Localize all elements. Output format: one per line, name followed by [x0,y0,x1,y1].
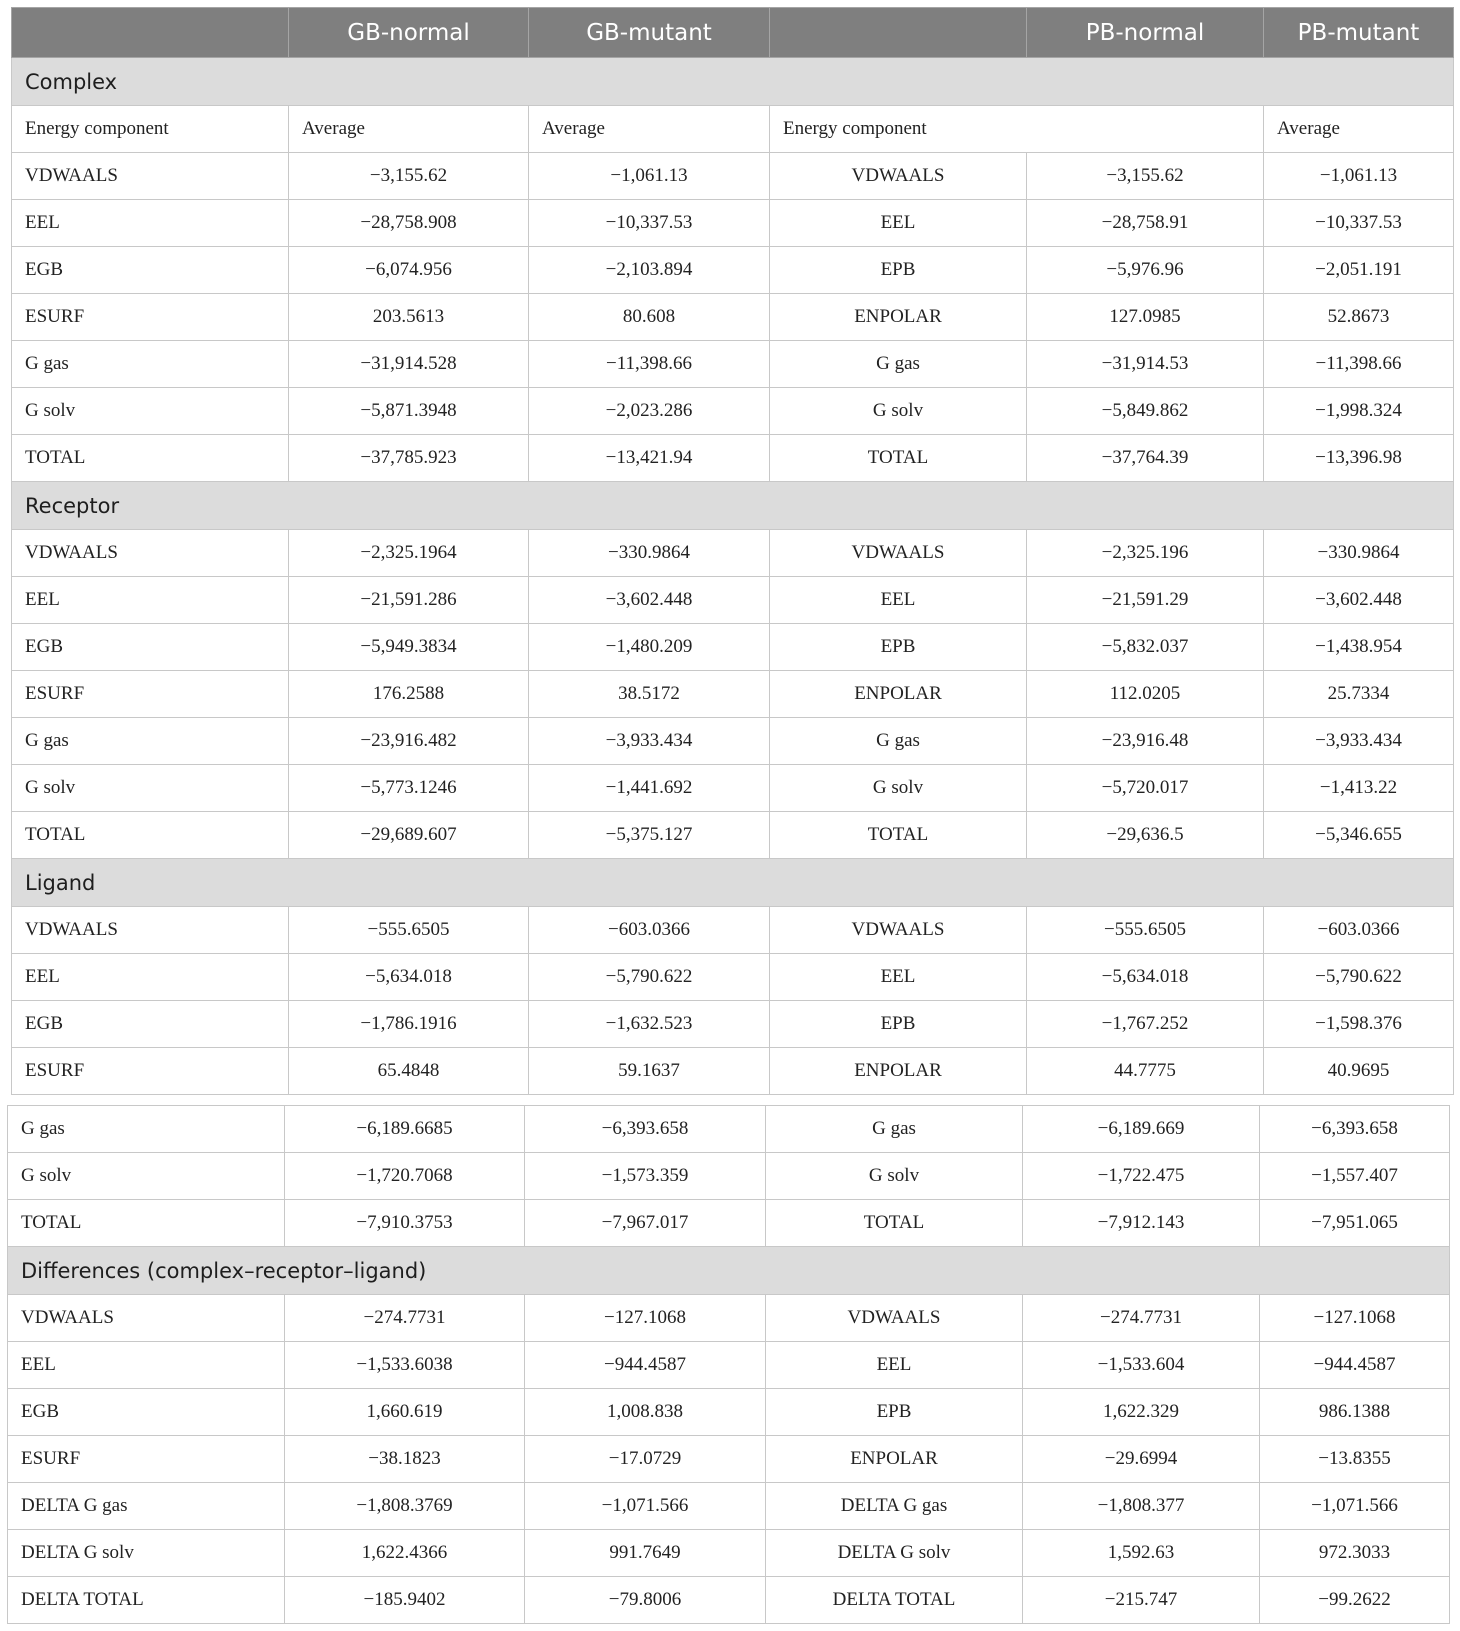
gb-normal-value: −5,773.1246 [289,765,529,812]
pb-energy-label: G gas [766,1106,1023,1153]
pb-energy-label: EEL [770,577,1027,624]
gb-mutant-value: −944.4587 [525,1342,766,1389]
gb-normal-value: 176.2588 [289,671,529,718]
gb-mutant-value: −127.1068 [525,1295,766,1342]
pb-mutant-value: −330.9864 [1264,530,1454,577]
section-title: Differences (complex–receptor–ligand) [8,1247,1450,1295]
pb-normal-value: −3,155.62 [1027,153,1264,200]
gb-mutant-value: −6,393.658 [525,1106,766,1153]
pb-normal-value: −31,914.53 [1027,341,1264,388]
gb-normal-value: −274.7731 [285,1295,525,1342]
pb-mutant-value: −13,396.98 [1264,435,1454,482]
subheader-average: Average [289,106,529,153]
pb-normal-value: −29,636.5 [1027,812,1264,859]
pb-energy-label: EPB [770,247,1027,294]
pb-normal-value: −21,591.29 [1027,577,1264,624]
header-pb-normal: PB-normal [1027,8,1264,58]
subheader-row [12,106,1454,153]
table-row [8,1483,1450,1530]
pb-mutant-value: −3,933.434 [1264,718,1454,765]
section-title: Receptor [12,482,1454,530]
pb-normal-value: 1,592.63 [1023,1530,1260,1577]
pb-mutant-value: 52.8673 [1264,294,1454,341]
pb-mutant-value: −1,438.954 [1264,624,1454,671]
gb-mutant-value: −1,061.13 [529,153,770,200]
pb-normal-value: −5,634.018 [1027,954,1264,1001]
gb-normal-value: −21,591.286 [289,577,529,624]
gb-mutant-value: −5,375.127 [529,812,770,859]
gb-mutant-value: 80.608 [529,294,770,341]
gb-normal-value: −1,808.3769 [285,1483,525,1530]
gb-energy-label: VDWAALS [12,153,289,200]
gb-mutant-value: −2,103.894 [529,247,770,294]
gb-energy-label: G solv [8,1153,285,1200]
pb-energy-label: ENPOLAR [766,1436,1023,1483]
pb-mutant-value: −99.2622 [1260,1577,1450,1624]
gb-energy-label: VDWAALS [12,907,289,954]
gb-energy-label: VDWAALS [12,530,289,577]
pb-mutant-value: 40.9695 [1264,1048,1454,1095]
pb-mutant-value: −1,557.407 [1260,1153,1450,1200]
pb-mutant-value: 986.1388 [1260,1389,1450,1436]
gb-normal-value: −28,758.908 [289,200,529,247]
subheader-energy-component: Energy component [770,106,1264,153]
gb-energy-label: EGB [12,624,289,671]
gb-energy-label: ESURF [12,1048,289,1095]
pb-normal-value: −28,758.91 [1027,200,1264,247]
pb-normal-value: −215.747 [1023,1577,1260,1624]
gb-energy-label: G gas [8,1106,285,1153]
pb-mutant-value: −1,413.22 [1264,765,1454,812]
header-gb-normal: GB-normal [289,8,529,58]
gb-energy-label: ESURF [8,1436,285,1483]
pb-mutant-value: −1,998.324 [1264,388,1454,435]
table-row [12,671,1454,718]
pb-energy-label: EEL [766,1342,1023,1389]
gb-energy-label: G solv [12,765,289,812]
pb-energy-label: EEL [770,200,1027,247]
gb-normal-value: 203.5613 [289,294,529,341]
table-row [12,907,1454,954]
pb-energy-label: G solv [766,1153,1023,1200]
table-row [12,577,1454,624]
table-row [12,812,1454,859]
table-row [12,294,1454,341]
table-row [8,1342,1450,1389]
table-row [12,200,1454,247]
pb-energy-label: VDWAALS [770,530,1027,577]
gb-mutant-value: 1,008.838 [525,1389,766,1436]
gb-mutant-value: −2,023.286 [529,388,770,435]
gb-energy-label: EGB [12,247,289,294]
pb-energy-label: TOTAL [770,435,1027,482]
gb-mutant-value: −1,071.566 [525,1483,766,1530]
pb-energy-label: EPB [770,624,1027,671]
pb-normal-value: −6,189.669 [1023,1106,1260,1153]
pb-energy-label: DELTA G solv [766,1530,1023,1577]
gb-mutant-value: −17.0729 [525,1436,766,1483]
gb-normal-value: −5,949.3834 [289,624,529,671]
pb-normal-value: −5,832.037 [1027,624,1264,671]
gb-normal-value: −2,325.1964 [289,530,529,577]
gb-normal-value: −1,533.6038 [285,1342,525,1389]
pb-energy-label: EPB [766,1389,1023,1436]
pb-normal-value: −1,533.604 [1023,1342,1260,1389]
gb-energy-label: TOTAL [12,435,289,482]
table-row [8,1436,1450,1483]
pb-energy-label: TOTAL [770,812,1027,859]
table-row [12,718,1454,765]
gb-energy-label: DELTA G gas [8,1483,285,1530]
table-row [12,388,1454,435]
header-gb-mutant: GB-mutant [529,8,770,58]
pb-energy-label: ENPOLAR [770,1048,1027,1095]
gb-energy-label: EEL [12,200,289,247]
pb-normal-value: −5,720.017 [1027,765,1264,812]
section-header-receptor [12,482,1454,530]
section-title: Ligand [12,859,1454,907]
pb-energy-label: ENPOLAR [770,294,1027,341]
pb-normal-value: −274.7731 [1023,1295,1260,1342]
table-row [8,1200,1450,1247]
gb-normal-value: −31,914.528 [289,341,529,388]
pb-mutant-value: −944.4587 [1260,1342,1450,1389]
pb-normal-value: −1,767.252 [1027,1001,1264,1048]
gb-mutant-value: 38.5172 [529,671,770,718]
pb-mutant-value: −7,951.065 [1260,1200,1450,1247]
pb-normal-value: −1,808.377 [1023,1483,1260,1530]
gb-mutant-value: −79.8006 [525,1577,766,1624]
pb-mutant-value: −2,051.191 [1264,247,1454,294]
table-row [12,1001,1454,1048]
gb-mutant-value: −7,967.017 [525,1200,766,1247]
pb-energy-label: DELTA G gas [766,1483,1023,1530]
pb-mutant-value: −5,790.622 [1264,954,1454,1001]
differences-rows [8,1295,1450,1624]
section-title: Complex [12,58,1454,106]
pb-mutant-value: −127.1068 [1260,1295,1450,1342]
pb-normal-value: −23,916.48 [1027,718,1264,765]
pb-normal-value: −1,722.475 [1023,1153,1260,1200]
gb-normal-value: −29,689.607 [289,812,529,859]
pb-normal-value: −2,325.196 [1027,530,1264,577]
pb-normal-value: −5,849.862 [1027,388,1264,435]
table-row [12,435,1454,482]
gb-normal-value: 1,660.619 [285,1389,525,1436]
subheader-average: Average [529,106,770,153]
gb-normal-value: 1,622.4366 [285,1530,525,1577]
gb-mutant-value: −1,573.359 [525,1153,766,1200]
gb-energy-label: EEL [12,577,289,624]
pb-mutant-value: −1,071.566 [1260,1483,1450,1530]
energy-table-part-2 [7,1105,1450,1624]
ligand-rows [12,907,1454,1095]
pb-mutant-value: −10,337.53 [1264,200,1454,247]
pb-energy-label: VDWAALS [770,907,1027,954]
pb-mutant-value: −1,061.13 [1264,153,1454,200]
pb-normal-value: −37,764.39 [1027,435,1264,482]
gb-mutant-value: −330.9864 [529,530,770,577]
subheader-average: Average [1264,106,1454,153]
table-header-row [12,8,1454,58]
table-row [12,153,1454,200]
pb-mutant-value: −603.0366 [1264,907,1454,954]
pb-energy-label: VDWAALS [766,1295,1023,1342]
pb-energy-label: ENPOLAR [770,671,1027,718]
header-blank-cell [12,8,289,58]
table-row [12,1048,1454,1095]
table-row [12,624,1454,671]
gb-energy-label: TOTAL [12,812,289,859]
pb-mutant-value: −11,398.66 [1264,341,1454,388]
gb-energy-label: DELTA G solv [8,1530,285,1577]
table-row [12,247,1454,294]
section-header-complex [12,58,1454,106]
pb-energy-label: EEL [770,954,1027,1001]
energy-table-part-1 [11,7,1454,1095]
pb-mutant-value: −13.8355 [1260,1436,1450,1483]
table-row [8,1577,1450,1624]
subheader-energy-component: Energy component [12,106,289,153]
gb-energy-label: ESURF [12,671,289,718]
pb-normal-value: −7,912.143 [1023,1200,1260,1247]
gb-energy-label: VDWAALS [8,1295,285,1342]
gb-normal-value: −38.1823 [285,1436,525,1483]
table-row [8,1389,1450,1436]
gb-energy-label: TOTAL [8,1200,285,1247]
pb-energy-label: DELTA TOTAL [766,1577,1023,1624]
pb-normal-value: 127.0985 [1027,294,1264,341]
pb-mutant-value: −1,598.376 [1264,1001,1454,1048]
table-row [8,1530,1450,1577]
pb-mutant-value: −5,346.655 [1264,812,1454,859]
gb-mutant-value: −603.0366 [529,907,770,954]
pb-energy-label: G gas [770,718,1027,765]
table-row [12,765,1454,812]
pb-energy-label: G solv [770,388,1027,435]
gb-energy-label: EGB [8,1389,285,1436]
gb-energy-label: EGB [12,1001,289,1048]
complex-rows [12,153,1454,482]
table-row [12,530,1454,577]
gb-energy-label: ESURF [12,294,289,341]
gb-mutant-value: −11,398.66 [529,341,770,388]
gb-normal-value: −555.6505 [289,907,529,954]
pb-normal-value: 1,622.329 [1023,1389,1260,1436]
table-row [8,1106,1450,1153]
receptor-rows [12,530,1454,859]
pb-mutant-value: 972.3033 [1260,1530,1450,1577]
gb-normal-value: −5,871.3948 [289,388,529,435]
pb-normal-value: 44.7775 [1027,1048,1264,1095]
table-row [8,1153,1450,1200]
pb-energy-label: EPB [770,1001,1027,1048]
gb-mutant-value: −10,337.53 [529,200,770,247]
gb-energy-label: G solv [12,388,289,435]
pb-normal-value: −555.6505 [1027,907,1264,954]
gb-energy-label: G gas [12,718,289,765]
gb-normal-value: −7,910.3753 [285,1200,525,1247]
table-row [12,954,1454,1001]
pb-mutant-value: −3,602.448 [1264,577,1454,624]
pb-energy-label: VDWAALS [770,153,1027,200]
pb-mutant-value: −6,393.658 [1260,1106,1450,1153]
gb-normal-value: −185.9402 [285,1577,525,1624]
gb-normal-value: −5,634.018 [289,954,529,1001]
gb-mutant-value: 59.1637 [529,1048,770,1095]
header-pb-mutant: PB-mutant [1264,8,1454,58]
ligand-rows-continued [8,1106,1450,1247]
table-row [12,341,1454,388]
gb-energy-label: EEL [12,954,289,1001]
gb-energy-label: DELTA TOTAL [8,1577,285,1624]
header-blank-cell [770,8,1027,58]
gb-mutant-value: −3,602.448 [529,577,770,624]
gb-mutant-value: −1,632.523 [529,1001,770,1048]
pb-energy-label: G gas [770,341,1027,388]
gb-normal-value: −23,916.482 [289,718,529,765]
pb-mutant-value: 25.7334 [1264,671,1454,718]
pb-normal-value: −29.6994 [1023,1436,1260,1483]
pb-normal-value: 112.0205 [1027,671,1264,718]
pb-normal-value: −5,976.96 [1027,247,1264,294]
table-row [8,1295,1450,1342]
gb-normal-value: −6,189.6685 [285,1106,525,1153]
gb-normal-value: −1,720.7068 [285,1153,525,1200]
gb-mutant-value: −3,933.434 [529,718,770,765]
gb-mutant-value: −1,480.209 [529,624,770,671]
section-header-ligand [12,859,1454,907]
gb-energy-label: G gas [12,341,289,388]
gb-mutant-value: −1,441.692 [529,765,770,812]
gb-normal-value: 65.4848 [289,1048,529,1095]
pb-energy-label: G solv [770,765,1027,812]
gb-mutant-value: −13,421.94 [529,435,770,482]
gb-energy-label: EEL [8,1342,285,1389]
pb-energy-label: TOTAL [766,1200,1023,1247]
section-header-differences [8,1247,1450,1295]
gb-normal-value: −3,155.62 [289,153,529,200]
gb-mutant-value: −5,790.622 [529,954,770,1001]
gb-normal-value: −6,074.956 [289,247,529,294]
gb-normal-value: −1,786.1916 [289,1001,529,1048]
gb-normal-value: −37,785.923 [289,435,529,482]
gb-mutant-value: 991.7649 [525,1530,766,1577]
